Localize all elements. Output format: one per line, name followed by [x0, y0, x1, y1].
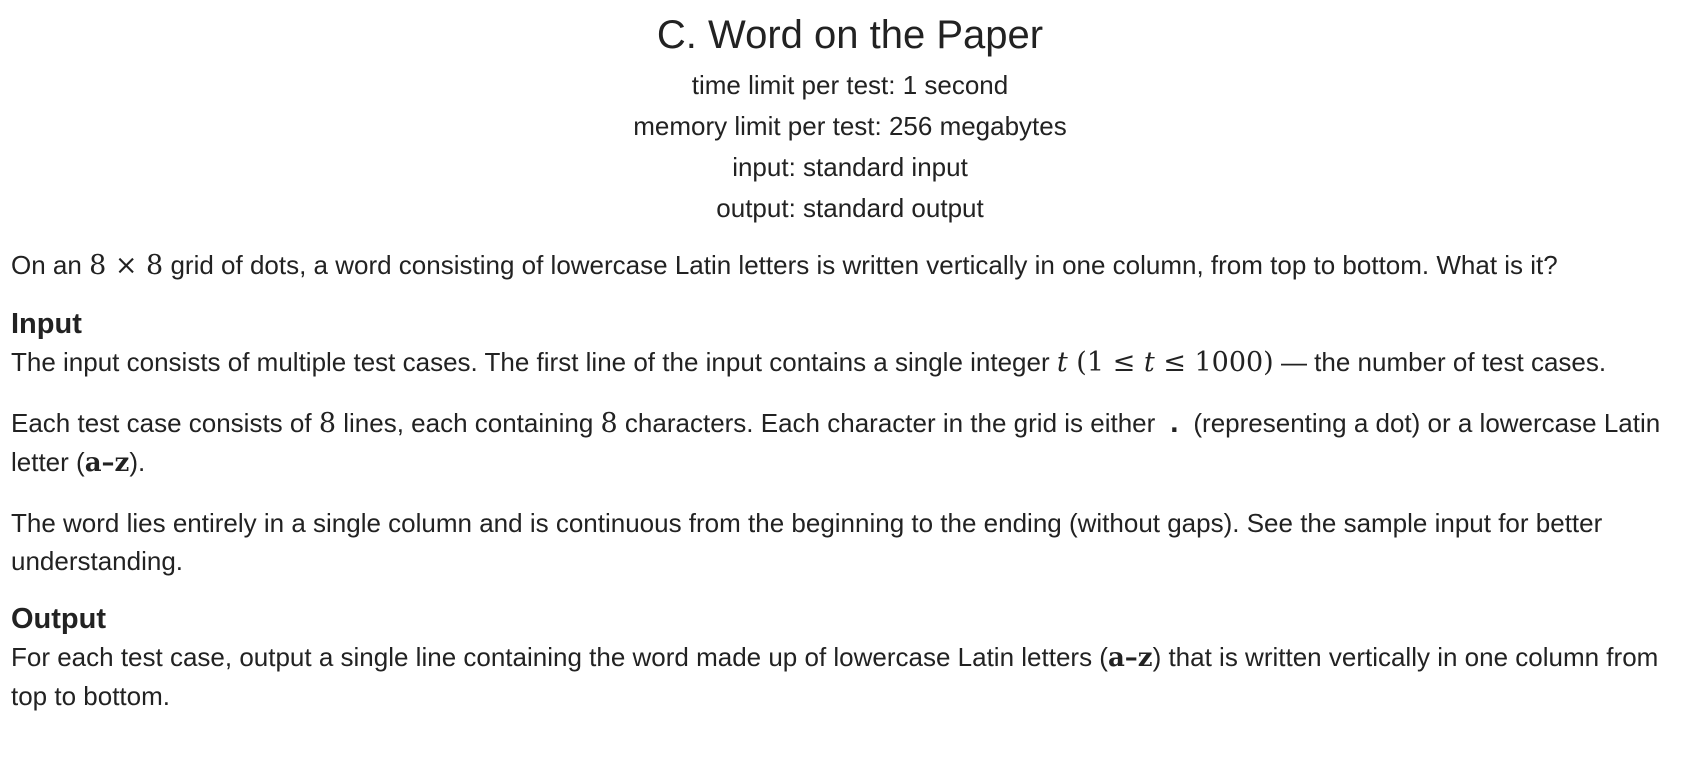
math-8: 8: [318, 408, 336, 439]
input-file: input: standard input: [732, 152, 968, 182]
math-times: ×: [106, 250, 147, 281]
output-file: output: standard output: [716, 193, 984, 223]
time-limit: time limit per test: 1 second: [691, 70, 1009, 100]
input-paragraph-1: The input consists of multiple test cases. The first line of the input contains a single integer t (1 ≤ t ≤ 1000) — the number of test cases.: [11, 347, 1607, 378]
math-8: 8: [600, 408, 618, 439]
math-constraint-close: ≤ 1000): [1154, 347, 1274, 378]
problem-header: [0, 12, 1693, 223]
input-heading: Input: [11, 308, 82, 340]
letter-range: a–z: [1107, 643, 1153, 673]
legend-paragraph: On an 8 × 8 grid of dots, a word consisting of lowercase Latin letters is written vertically in one column, from top to bottom. What is it?: [11, 250, 1558, 281]
output-paragraph: For each test case, output a single line containing the word made up of lowercase Latin letters (a–z) that is written vertically in one column from top to bottom.: [11, 642, 1659, 711]
dot-char: .: [1166, 409, 1183, 439]
input-paragraph-3: The word lies entirely in a single column and is continuous from the beginning to the ending (without gaps). See the sample input for better understanding.: [11, 508, 1603, 576]
input-paragraph-2: Each test case consists of 8 lines, each containing 8 characters. Each character in the grid is either . (representing a dot) or a lowercase Latin letter (a–z).: [11, 408, 1661, 478]
math-8: 8: [146, 250, 164, 281]
math-constraint-open: (1 ≤: [1067, 347, 1144, 378]
math-8: 8: [89, 250, 107, 281]
output-heading: Output: [11, 603, 107, 635]
problem-title: C. Word on the Paper: [656, 13, 1044, 57]
memory-limit: memory limit per test: 256 megabytes: [633, 111, 1067, 141]
math-t: t: [1143, 347, 1155, 378]
letter-range: a–z: [84, 448, 130, 478]
math-t: t: [1056, 347, 1068, 378]
problem-statement: [11, 0, 1683, 715]
